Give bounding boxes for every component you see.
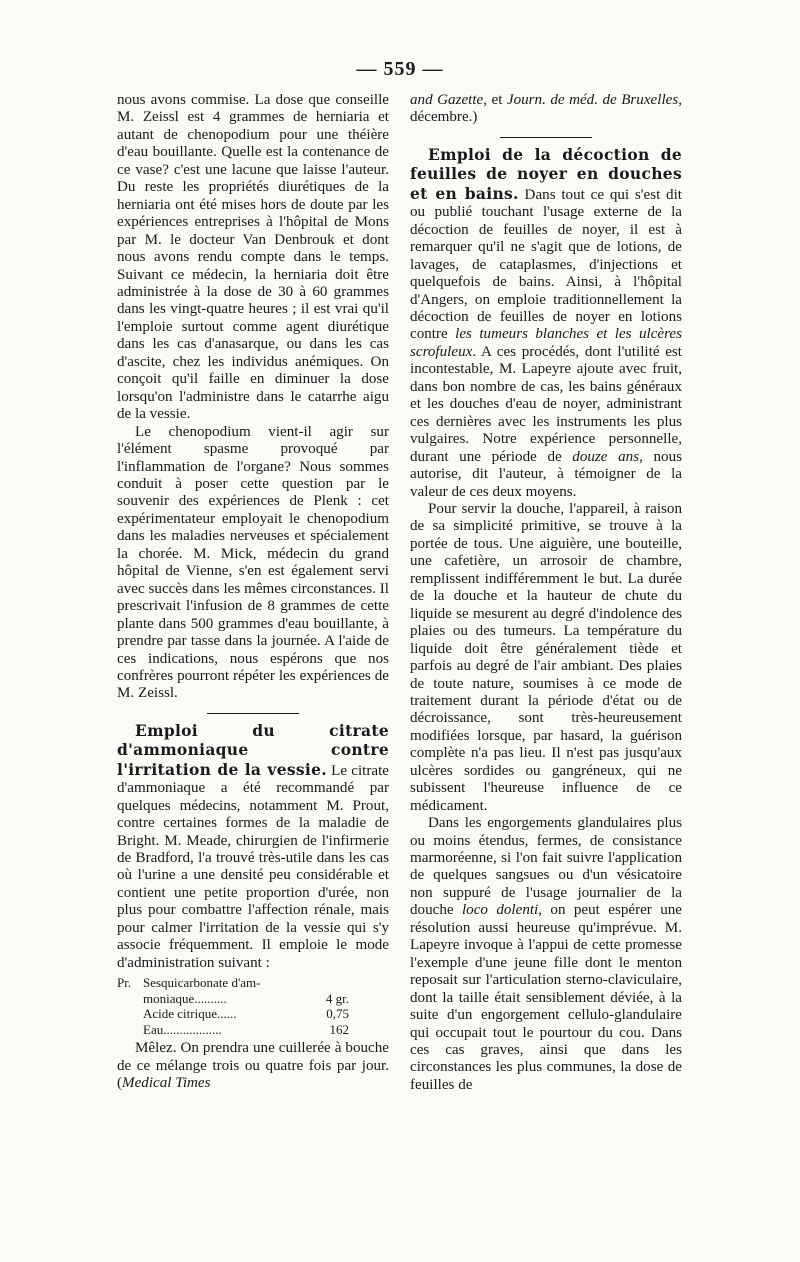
recipe-quantity: 162 [329, 1021, 349, 1037]
section-heading: Emploi de la décoction de feuilles de noyer en douches et en bains. [410, 144, 682, 203]
section-divider [500, 137, 592, 138]
paragraph [117, 722, 389, 972]
section-divider [207, 713, 299, 714]
citation: Journ. de méd. de Bruxelles [506, 92, 679, 108]
recipe-rx: Pr. [117, 975, 132, 991]
recipe-ingredient: moniaque.......... [143, 990, 227, 1006]
paragraph-text: , nous autorise, dit l'auteur, à témoigner de la valeur de ces deux moyens. [410, 448, 682, 500]
paragraph-text: . A ces procédés, dont l'utilité est incontestable, M. Lapeyre ajoute avec fruit, dans bon nombre de cas, les bains généraux et les douches d'eau de noyer, administrant ces dernières avec les instruments les plus vulgaires. Notre expérience personnelle, durant une période de [410, 343, 682, 465]
paragraph [410, 815, 682, 1094]
recipe-ingredient: Sesquicarbonate d'am- [143, 975, 261, 991]
paragraph: nous avons commise. La dose que conseille M. Zeissl est 4 grammes de herniaria et autant de chenopodium pour une théière d'eau bouillante. Quelle est la contenance de ce vase? c'est une lacune que laisse l'auteur. Du reste les propriétés diurétiques de la herniaria ont été mises hors de doute par les expériences entreprises à l'hôpital de Mons par M. le docteur Van Denbrouk et dont nous avons rendu compte dans le temps. Suivant ce médecin, la herniaria doit être administrée à la dose de 30 à 60 grammes dans les vingt-quatre heures ; il est vrai qu'il l'emploie surtout comme agent diurétique dans les cas d'anasarque, ou dans les cas d'ascite, chez les individus anémiques. On conçoit qu'il faille en diminuer la dose lorsqu'on l'administre dans le catarrhe aigu de la vessie. [117, 92, 389, 423]
left-column [117, 92, 389, 1093]
paragraph-text: Dans les engorgements glandulaires plus ou moins étendus, fermes, de consistance marmoréenne, si l'on fait suivre l'application de quelques sangsues ou d'un vésicatoire non suppuré de l'usage journalier de la douche [410, 815, 682, 919]
citation: and Gazette [410, 92, 484, 108]
paragraph-text: Le citrate d'ammoniaque a été recommandé par quelques médecins, notamment M. Prout, contre certaines formes de la maladie de Bright. M. Meade, chirurgien de l'infirmerie de Bradford, l'a trouvé très-utile dans les cas où l'urine a une densité peu considérable et contient une petite proportion d'urée, non plus pour combattre l'affection rénale, mais pour calmer l'irritation de la vessie qui s'y associe fréquemment. Il emploie le mode d'administration suivant : [117, 762, 389, 971]
recipe-quantity: 4 gr. [325, 990, 349, 1006]
paragraph-text: , et [483, 92, 507, 108]
paragraph-text: Dans tout ce qui s'est dit ou publié touchant l'usage externe de la décoction de feuilles de noyer, il est à remarquer qu'il ne s'agit que de lotions, de lavages, de cataplasmes, d'injections et quelquefois de bains. Ainsi, à l'hôpital d'Angers, on emploie traditionnellement la décoction de feuilles de noyer en lotions contre [410, 186, 682, 343]
paragraph [410, 92, 682, 127]
emphasis: loco dolenti [461, 902, 539, 919]
emphasis: les tumeurs blanches et les ulcères scrofuleux [410, 326, 682, 360]
section-heading: Emploi du citrate d'ammoniaque contre l'irritation de la vessie. [117, 720, 389, 779]
recipe-table [117, 975, 349, 1037]
citation: Medical Times [122, 1075, 211, 1092]
page-number: — 559 — [356, 58, 444, 80]
emphasis: douze ans [572, 448, 640, 465]
paragraph-text: , on peut espérer une résolution aussi heureuse qu'imprévue. M. Lapeyre invoque à l'appui de cette promesse l'exemple d'une jeune fille dont le menton reposait sur l'articulation sterno-claviculaire, dont la taille était sensiblement déviée, à la suite d'un engorgement cellulo-glandulaire qui occupait tout le pourtour du cou. Dans ces cas graves, ainsi que dans les circonstances les plus communes, la dose de feuilles de [410, 902, 682, 1093]
recipe-quantity: 0,75 [326, 1006, 349, 1022]
paragraph: Le chenopodium vient-il agir sur l'élément spasme provoqué par l'inflammation de l'organe? Nous sommes conduit à poser cette question par le souvenir des expériences de Plenk : cet expérimentateur employait le chenopodium dans les maladies nerveuses et spécialement la chorée. M. Mick, médecin du grand hôpital de Vienne, s'en est également servi avec succès dans les mêmes circonstances. Il prescrivait l'infusion de 8 grammes de cette plante dans 500 grammes d'eau bouillante, à prendre par tasse dans la journée. A l'aide de ces indications, nous espérons que nos confrères pourront répéter les expériences de M. Zeissl. [117, 423, 389, 702]
recipe-ingredient: Eau.................. [143, 1021, 222, 1037]
paragraph [117, 1040, 389, 1092]
paragraph-text: Mêlez. On prendra une cuillerée à bouche de ce mélange trois ou quatre fois par jour. ( [117, 1040, 389, 1092]
paragraph-text: , décembre.) [410, 92, 682, 126]
right-column [410, 92, 682, 1094]
recipe-ingredient: Acide citrique...... [143, 1006, 237, 1022]
paragraph: Pour servir la douche, l'appareil, à raison de sa simplicité primitive, se trouve à la portée de tous. Une aiguière, une bouteille, une cafetière, un arrosoir de chambre, remplissent indifféremment le but. La durée de la douche et la hauteur de chute du liquide se mesurent au degré d'indolence des plaies ou des tumeurs. La température du liquide doit être généralement tiède et parfois au degré de l'air ambiant. Des plaies de toute nature, soumises à ce mode de traitement durant la période d'état ou de décroissance, sont très-heureusement modifiées lorsque, par hasard, la guérison complète n'a pas lieu. Il n'est pas jusqu'aux ulcères sordides ou gangréneux, qui ne subissent l'heureuse influence de ce médicament. [410, 500, 682, 814]
paragraph [410, 146, 682, 501]
